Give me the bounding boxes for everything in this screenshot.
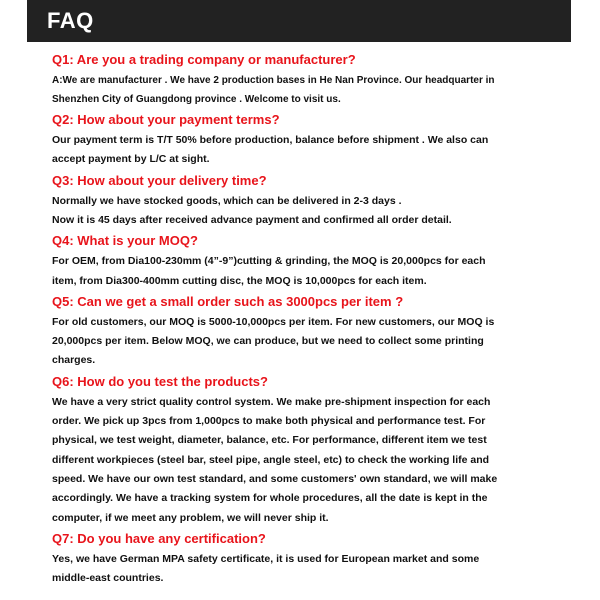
faq-question: Q2: How about your payment terms?	[52, 112, 280, 128]
faq-answer-line: different workpieces (steel bar, steel pipe, angle steel, etc) to check the working life and	[52, 453, 490, 466]
faq-answer	[52, 130, 497, 170]
faq-answer-line: Now it is 45 days after received advance payment and confirmed all order detail.	[52, 213, 452, 226]
faq-question: Q5: Can we get a small order such as 3000pcs per item ?	[52, 293, 404, 309]
faq-item-6	[52, 371, 497, 528]
faq-question: Q6: How do you test the products?	[52, 373, 268, 389]
faq-item-3	[52, 170, 497, 231]
faq-answer	[52, 251, 497, 291]
faq-answer-line: Shenzhen City of Guangdong province . Welcome to visit us.	[52, 93, 341, 105]
faq-answer-line: accept payment by L/C at sight.	[52, 153, 210, 166]
faq-answer-line: accordingly. We have a tracking system for whole procedures, all the date is kept in the	[52, 492, 488, 505]
faq-answer	[52, 70, 497, 110]
faq-answer-line: We have a very strict quality control system. We make pre-shipment inspection for each	[52, 395, 491, 408]
faq-answer-line: physical, we test weight, diameter, balance, etc. For performance, different item we test	[52, 434, 487, 447]
faq-answer-line: middle-east countries.	[52, 572, 164, 585]
faq-item-7	[52, 528, 497, 589]
faq-item-2	[52, 109, 497, 170]
faq-answer-line: order. We pick up 3pcs from 1,000pcs to make both physical and performance test. For	[52, 415, 486, 428]
faq-answer	[52, 191, 497, 231]
faq-answer-line: 20,000pcs per item. Below MOQ, we can produce, but we need to collect some printing	[52, 335, 484, 348]
faq-answer-line: Yes, we have German MPA safety certificate, it is used for European market and some	[52, 552, 480, 565]
faq-answer	[52, 312, 497, 371]
faq-question: Q7: Do you have any certification?	[52, 530, 266, 546]
faq-answer-line: item, from Dia300-400mm cutting disc, the MOQ is 10,000pcs for each item.	[52, 274, 427, 287]
faq-answer-line: A:We are manufacturer . We have 2 production bases in He Nan Province. Our headquarter in	[52, 74, 495, 86]
faq-answer-line: For old customers, our MOQ is 5000-10,000pcs per item. For new customers, our MOQ is	[52, 315, 495, 328]
faq-answer-line: charges.	[52, 354, 96, 367]
faq-header-bar	[27, 0, 571, 42]
faq-answer-line: For OEM, from Dia100-230mm (4”-9”)cutting & grinding, the MOQ is 20,000pcs for each	[52, 255, 486, 268]
faq-answer	[52, 549, 497, 589]
faq-answer	[52, 392, 497, 528]
faq-answer-line: speed. We have our own test standard, and some customers' own standard, we will make	[52, 472, 498, 485]
faq-item-1	[52, 49, 497, 110]
faq-question: Q4: What is your MOQ?	[52, 233, 198, 249]
faq-question: Q1: Are you a trading company or manufacturer?	[52, 51, 356, 67]
faq-list	[52, 49, 497, 589]
faq-answer-line: computer, if we meet any problem, we will never ship it.	[52, 511, 329, 524]
faq-item-4	[52, 230, 497, 291]
faq-question: Q3: How about your delivery time?	[52, 172, 267, 188]
page-title: FAQ	[47, 8, 94, 33]
faq-item-5	[52, 291, 497, 371]
faq-answer-line: Normally we have stocked goods, which can be delivered in 2-3 days .	[52, 194, 402, 207]
faq-answer-line: Our payment term is T/T 50% before production, balance before shipment . We also can	[52, 134, 489, 147]
